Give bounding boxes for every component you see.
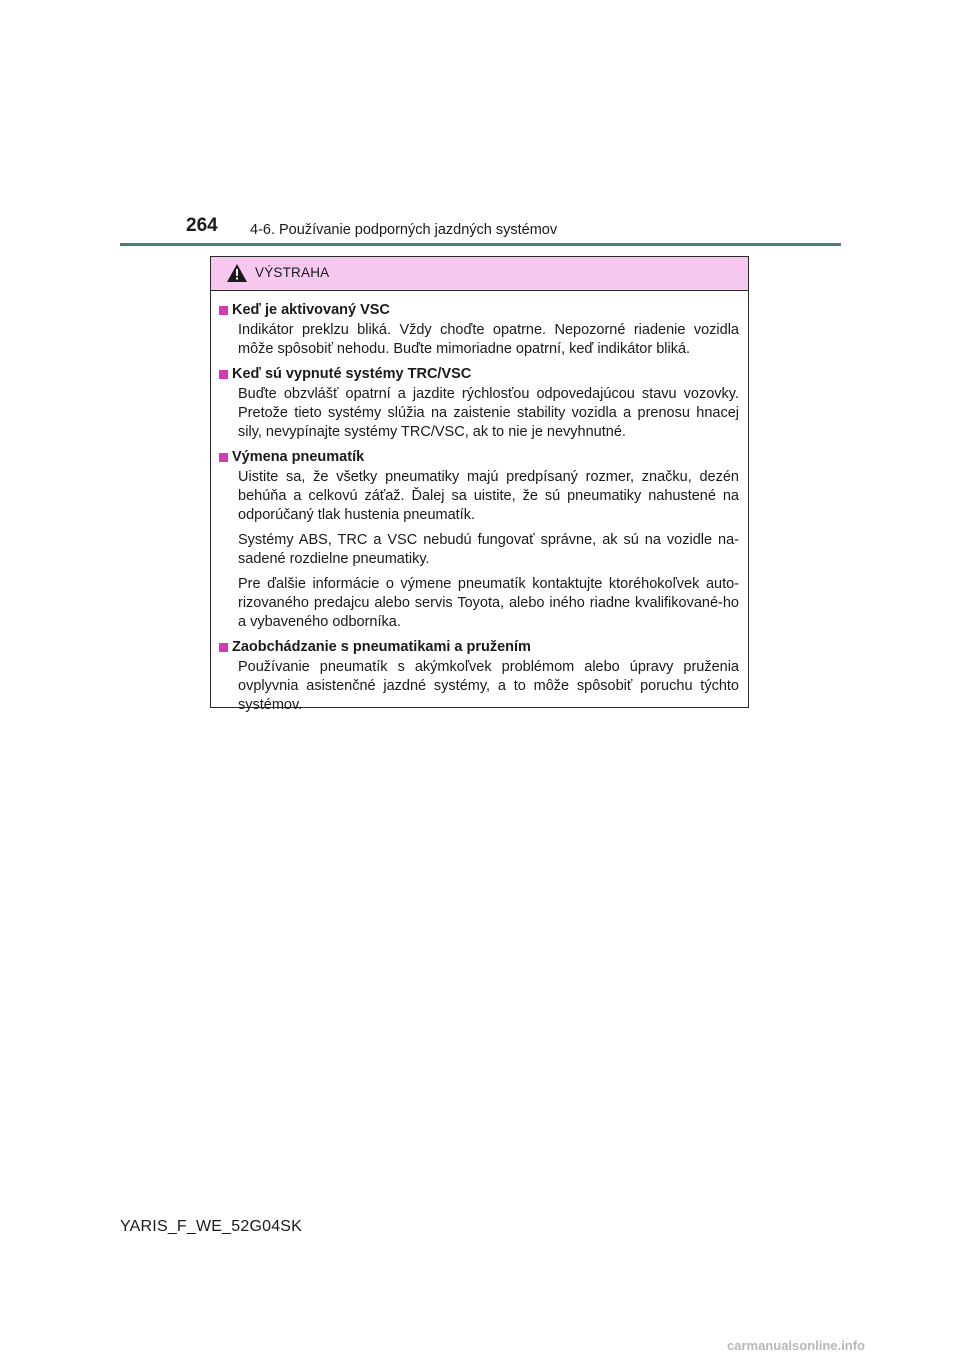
square-bullet-icon: [219, 370, 228, 379]
warning-section: [219, 448, 739, 632]
footer-code: YARIS_F_WE_52G04SK: [120, 1218, 303, 1235]
square-bullet-icon: [219, 643, 228, 652]
paragraph: Systémy ABS, TRC a VSC nebudú fungovať správne, ak sú na vozidle na-sadené rozdielne pneumatiky.: [238, 532, 739, 567]
section-heading-text: Výmena pneumatík: [232, 449, 365, 465]
warning-section: [219, 365, 739, 442]
warning-header: [211, 257, 748, 291]
header-rule: [120, 243, 841, 246]
page-number: 264: [186, 215, 218, 236]
section-heading: [219, 448, 739, 466]
square-bullet-icon: [219, 453, 228, 462]
warning-section: [219, 638, 739, 715]
warning-triangle-icon: [227, 264, 247, 282]
paragraph: Buďte obzvlášť opatrní a jazdite rýchlosťou odpovedajúcou stavu vozovky. Pretože tieto systémy slúžia na zaistenie stability vozidla a prenosu hnacej sily, nevypínajte systémy TRC/VSC, ak to nie je nevyhnutné.: [238, 386, 739, 440]
section-heading-text: Keď je aktivovaný VSC: [232, 302, 390, 318]
section-heading-text: Keď sú vypnuté systémy TRC/VSC: [232, 366, 472, 382]
section-heading: [219, 301, 739, 319]
warning-body: [211, 291, 748, 715]
square-bullet-icon: [219, 306, 228, 315]
section-heading: [219, 638, 739, 656]
paragraph: Pre ďalšie informácie o výmene pneumatík kontaktujte ktoréhokoľvek auto-rizovaného predajcu alebo servis Toyota, alebo iného riadne kvalifikované-ho a vybaveného odborníka.: [238, 576, 739, 630]
warning-box: [210, 256, 749, 713]
watermark: carmanualsonline.info: [727, 1338, 865, 1353]
section-heading-text: Zaobchádzanie s pneumatikami a pružením: [232, 639, 531, 655]
section-title: 4-6. Používanie podporných jazdných systémov: [250, 222, 558, 238]
warning-section: [219, 301, 739, 359]
section-heading: [219, 365, 739, 383]
paragraph: Uistite sa, že všetky pneumatiky majú predpísaný rozmer, značku, dezén behúňa a celkovú záťaž. Ďalej sa uistite, že sú pneumatiky nahustené na odporúčaný tlak hustenia pneumatík.: [238, 469, 739, 523]
warning-title: VÝSTRAHA: [255, 265, 330, 280]
paragraph: Indikátor preklzu bliká. Vždy choďte opatrne. Nepozorné riadenie vozidla môže spôsobiť nehodu. Buďte mimoriadne opatrní, keď indikátor bliká.: [238, 322, 739, 357]
paragraph: Používanie pneumatík s akýmkoľvek problémom alebo úpravy pruženia ovplyvnia asistenčné jazdné systémy, a to môže spôsobiť poruchu týchto systémov.: [238, 659, 739, 713]
